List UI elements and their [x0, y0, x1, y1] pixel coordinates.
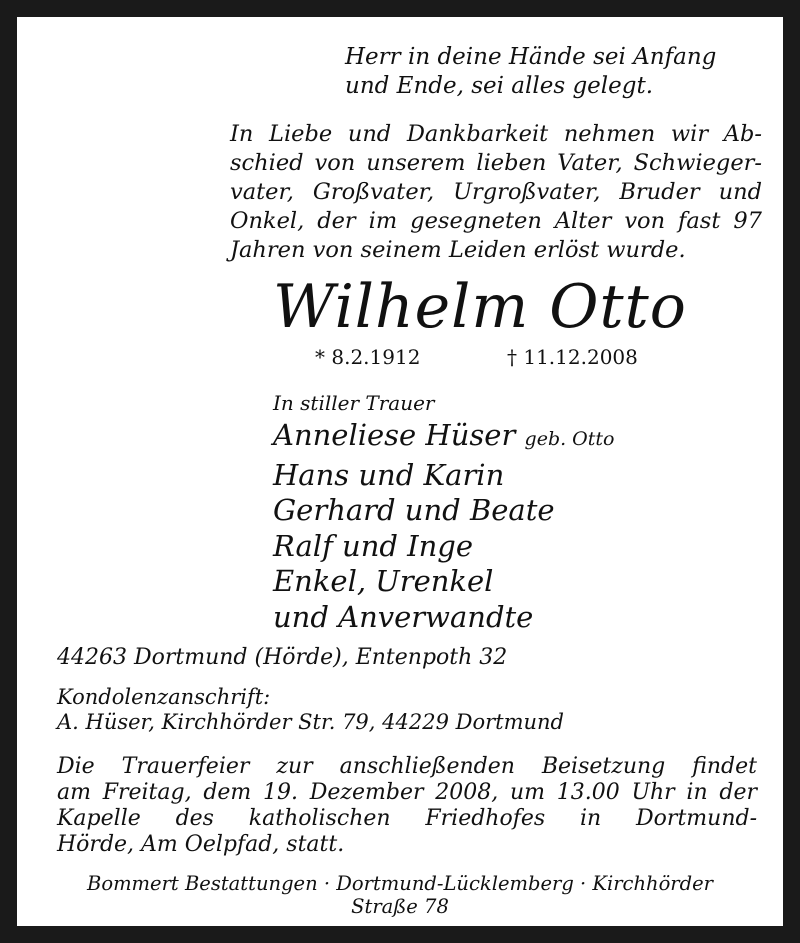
mourner-entry: Hans und Karin [273, 457, 505, 492]
bible-verse [345, 43, 765, 101]
mourner-entry: und Anverwandte [273, 599, 534, 634]
mourner-name: Anneliese Hüser [273, 418, 516, 452]
condolence-label: Kondolenzanschrift: [57, 685, 271, 709]
verse-line: Herr in deine Hände sei Anfang [345, 44, 717, 70]
farewell-line: Onkel, der im gesegneten Alter von fast 97 [230, 208, 762, 234]
farewell-line: Jahren von seinem Leiden erlöst wurde. [230, 237, 686, 263]
condolence-address: A. Hüser, Kirchhörder Str. 79, 44229 Dortmund [57, 710, 564, 734]
mourner-entry: Enkel, Urenkel [273, 564, 494, 598]
family-address: 44263 Dortmund (Hörde), Entenpoth 32 [57, 645, 508, 670]
farewell-line: schied von unserem lieben Vater, Schwieger- [230, 150, 762, 176]
mourner-entry: Ralf und Inge [273, 528, 474, 563]
undertaker-line: Bommert Bestattungen · Dortmund-Lücklemberg · Kirchhörder Straße 78 [87, 872, 713, 918]
mourning-label: In stiller Trauer [273, 391, 435, 415]
mourner-entry: Gerhard und Beate [273, 493, 555, 527]
funeral-service-text [57, 754, 757, 858]
farewell-line: vater, Großvater, Urgroßvater, Bruder und [230, 179, 762, 205]
service-line: Hörde, Am Oelpfad, statt. [57, 832, 345, 857]
birth-date: * 8.2.1912 [315, 345, 421, 369]
mourner-entry [273, 418, 614, 458]
death-date: † 11.12.2008 [507, 345, 638, 369]
maiden-name: geb. Otto [524, 428, 615, 450]
service-line: Kapelle des katholischen Friedhofes in Dortmund- [57, 806, 757, 831]
farewell-line: In Liebe und Dankbarkeit nehmen wir Ab- [230, 121, 762, 147]
service-line: Die Trauerfeier zur anschließenden Beisetzung findet [57, 754, 757, 779]
verse-line: und Ende, sei alles gelegt. [345, 73, 654, 99]
mourners-list [273, 418, 614, 635]
farewell-text [230, 120, 762, 265]
deceased-name: Wilhelm Otto [273, 272, 687, 342]
service-line: am Freitag, dem 19. Dezember 2008, um 13.00 Uhr in der [57, 780, 757, 805]
